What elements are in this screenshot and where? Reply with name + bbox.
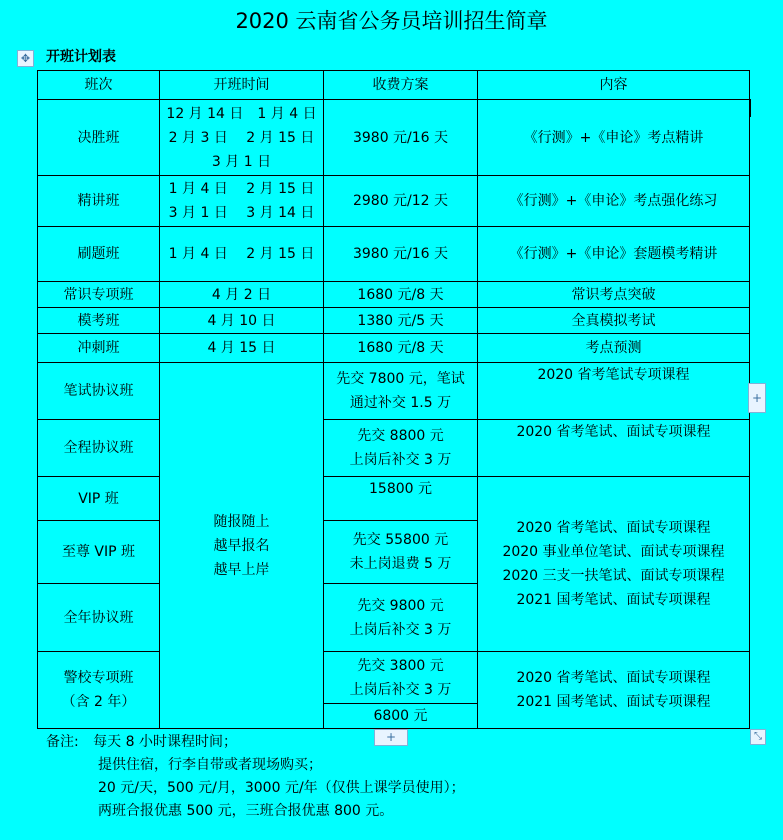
class-fee: 1380 元/5 天 — [324, 308, 478, 334]
class-time: 4 月 2 日 — [160, 282, 324, 308]
class-content: 2020 省考笔试、面试专项课程 2021 国考笔试、面试专项课程 — [478, 652, 750, 729]
class-fee: 15800 元 — [324, 477, 478, 521]
class-name: 模考班 — [38, 308, 160, 334]
class-name: 刷题班 — [38, 227, 160, 282]
class-name: 警校专项班 （含 2 年） — [38, 652, 160, 729]
table-row — [38, 308, 750, 334]
class-name: 冲刺班 — [38, 334, 160, 363]
insert-column-plus-icon[interactable]: + — [748, 383, 766, 413]
table-row — [38, 334, 750, 363]
header-content: 内容 — [478, 71, 750, 100]
class-time: 12 月 14 日 1 月 4 日 2 月 3 日 2 月 15 日 3 月 1 日 — [160, 100, 324, 176]
header-time: 开班时间 — [160, 71, 324, 100]
notes-section — [46, 731, 766, 823]
class-content: 2020 省考笔试、面试专项课程 2020 事业单位笔试、面试专项课程 2020 三支一扶笔试、面试专项课程 2021 国考笔试、面试专项课程 — [478, 477, 750, 652]
schedule-table — [37, 70, 750, 729]
table-row — [38, 100, 750, 176]
table-row — [38, 420, 750, 477]
class-fee: 先交 7800 元，笔试 通过补交 1.5 万 — [324, 363, 478, 420]
table-resize-handle-icon[interactable]: ⤡ — [750, 729, 766, 745]
agreement-time: 随报随上 越早报名 越早上岸 — [160, 363, 324, 729]
header-fee: 收费方案 — [324, 71, 478, 100]
insert-row-plus-icon[interactable]: + — [374, 729, 408, 746]
class-fee: 3980 元/16 天 — [324, 100, 478, 176]
class-name: 决胜班 — [38, 100, 160, 176]
class-fee: 先交 8800 元 上岗后补交 3 万 — [324, 420, 478, 477]
class-time: 4 月 15 日 — [160, 334, 324, 363]
class-content: 《行测》+《申论》考点精讲 — [478, 100, 750, 176]
class-fee: 6800 元 — [324, 704, 478, 729]
class-name: 全年协议班 — [38, 584, 160, 652]
class-content: 考点预测 — [478, 334, 750, 363]
class-name: 常识专项班 — [38, 282, 160, 308]
table-row — [38, 176, 750, 227]
document-title: 2020 云南省公务员培训招生简章 — [235, 9, 548, 33]
class-content: 《行测》+《申论》考点强化练习 — [478, 176, 750, 227]
class-content: 《行测》+《申论》套题模考精讲 — [478, 227, 750, 282]
table-row — [38, 477, 750, 521]
note-line: 两班合报优惠 500 元，三班合报优惠 800 元。 — [98, 803, 394, 819]
class-content: 全真模拟考试 — [478, 308, 750, 334]
class-fee: 3980 元/16 天 — [324, 227, 478, 282]
class-content: 常识考点突破 — [478, 282, 750, 308]
class-fee: 先交 9800 元 上岗后补交 3 万 — [324, 584, 478, 652]
table-header-row — [38, 71, 750, 100]
class-fee: 1680 元/8 天 — [324, 334, 478, 363]
table-row — [38, 652, 750, 704]
header-class: 班次 — [38, 71, 160, 100]
class-time: 1 月 4 日 2 月 15 日 3 月 1 日 3 月 14 日 — [160, 176, 324, 227]
table-row — [38, 282, 750, 308]
table-row — [38, 363, 750, 420]
table-caption: 开班计划表 — [46, 49, 116, 65]
class-name: 至尊 VIP 班 — [38, 521, 160, 584]
class-name: 精讲班 — [38, 176, 160, 227]
class-content: 2020 省考笔试专项课程 — [478, 363, 750, 420]
class-name: 全程协议班 — [38, 420, 160, 477]
note-line: 提供住宿，行李自带或者现场购买； — [98, 757, 322, 773]
note-line: 每天 8 小时课程时间； — [93, 734, 237, 750]
class-content: 2020 省考笔试、面试专项课程 — [478, 420, 750, 477]
table-row — [38, 227, 750, 282]
notes-label: 备注: — [46, 734, 79, 750]
class-name: VIP 班 — [38, 477, 160, 521]
class-fee: 2980 元/12 天 — [324, 176, 478, 227]
class-time: 1 月 4 日 2 月 15 日 — [160, 227, 324, 282]
class-name: 笔试协议班 — [38, 363, 160, 420]
class-fee: 先交 55800 元 未上岗退费 5 万 — [324, 521, 478, 584]
note-line: 20 元/天，500 元/月，3000 元/年（仅供上课学员使用）； — [98, 780, 465, 796]
class-time: 4 月 10 日 — [160, 308, 324, 334]
table-move-handle-icon[interactable]: ✥ — [17, 50, 34, 67]
class-fee: 先交 3800 元 上岗后补交 3 万 — [324, 652, 478, 704]
class-fee: 1680 元/8 天 — [324, 282, 478, 308]
